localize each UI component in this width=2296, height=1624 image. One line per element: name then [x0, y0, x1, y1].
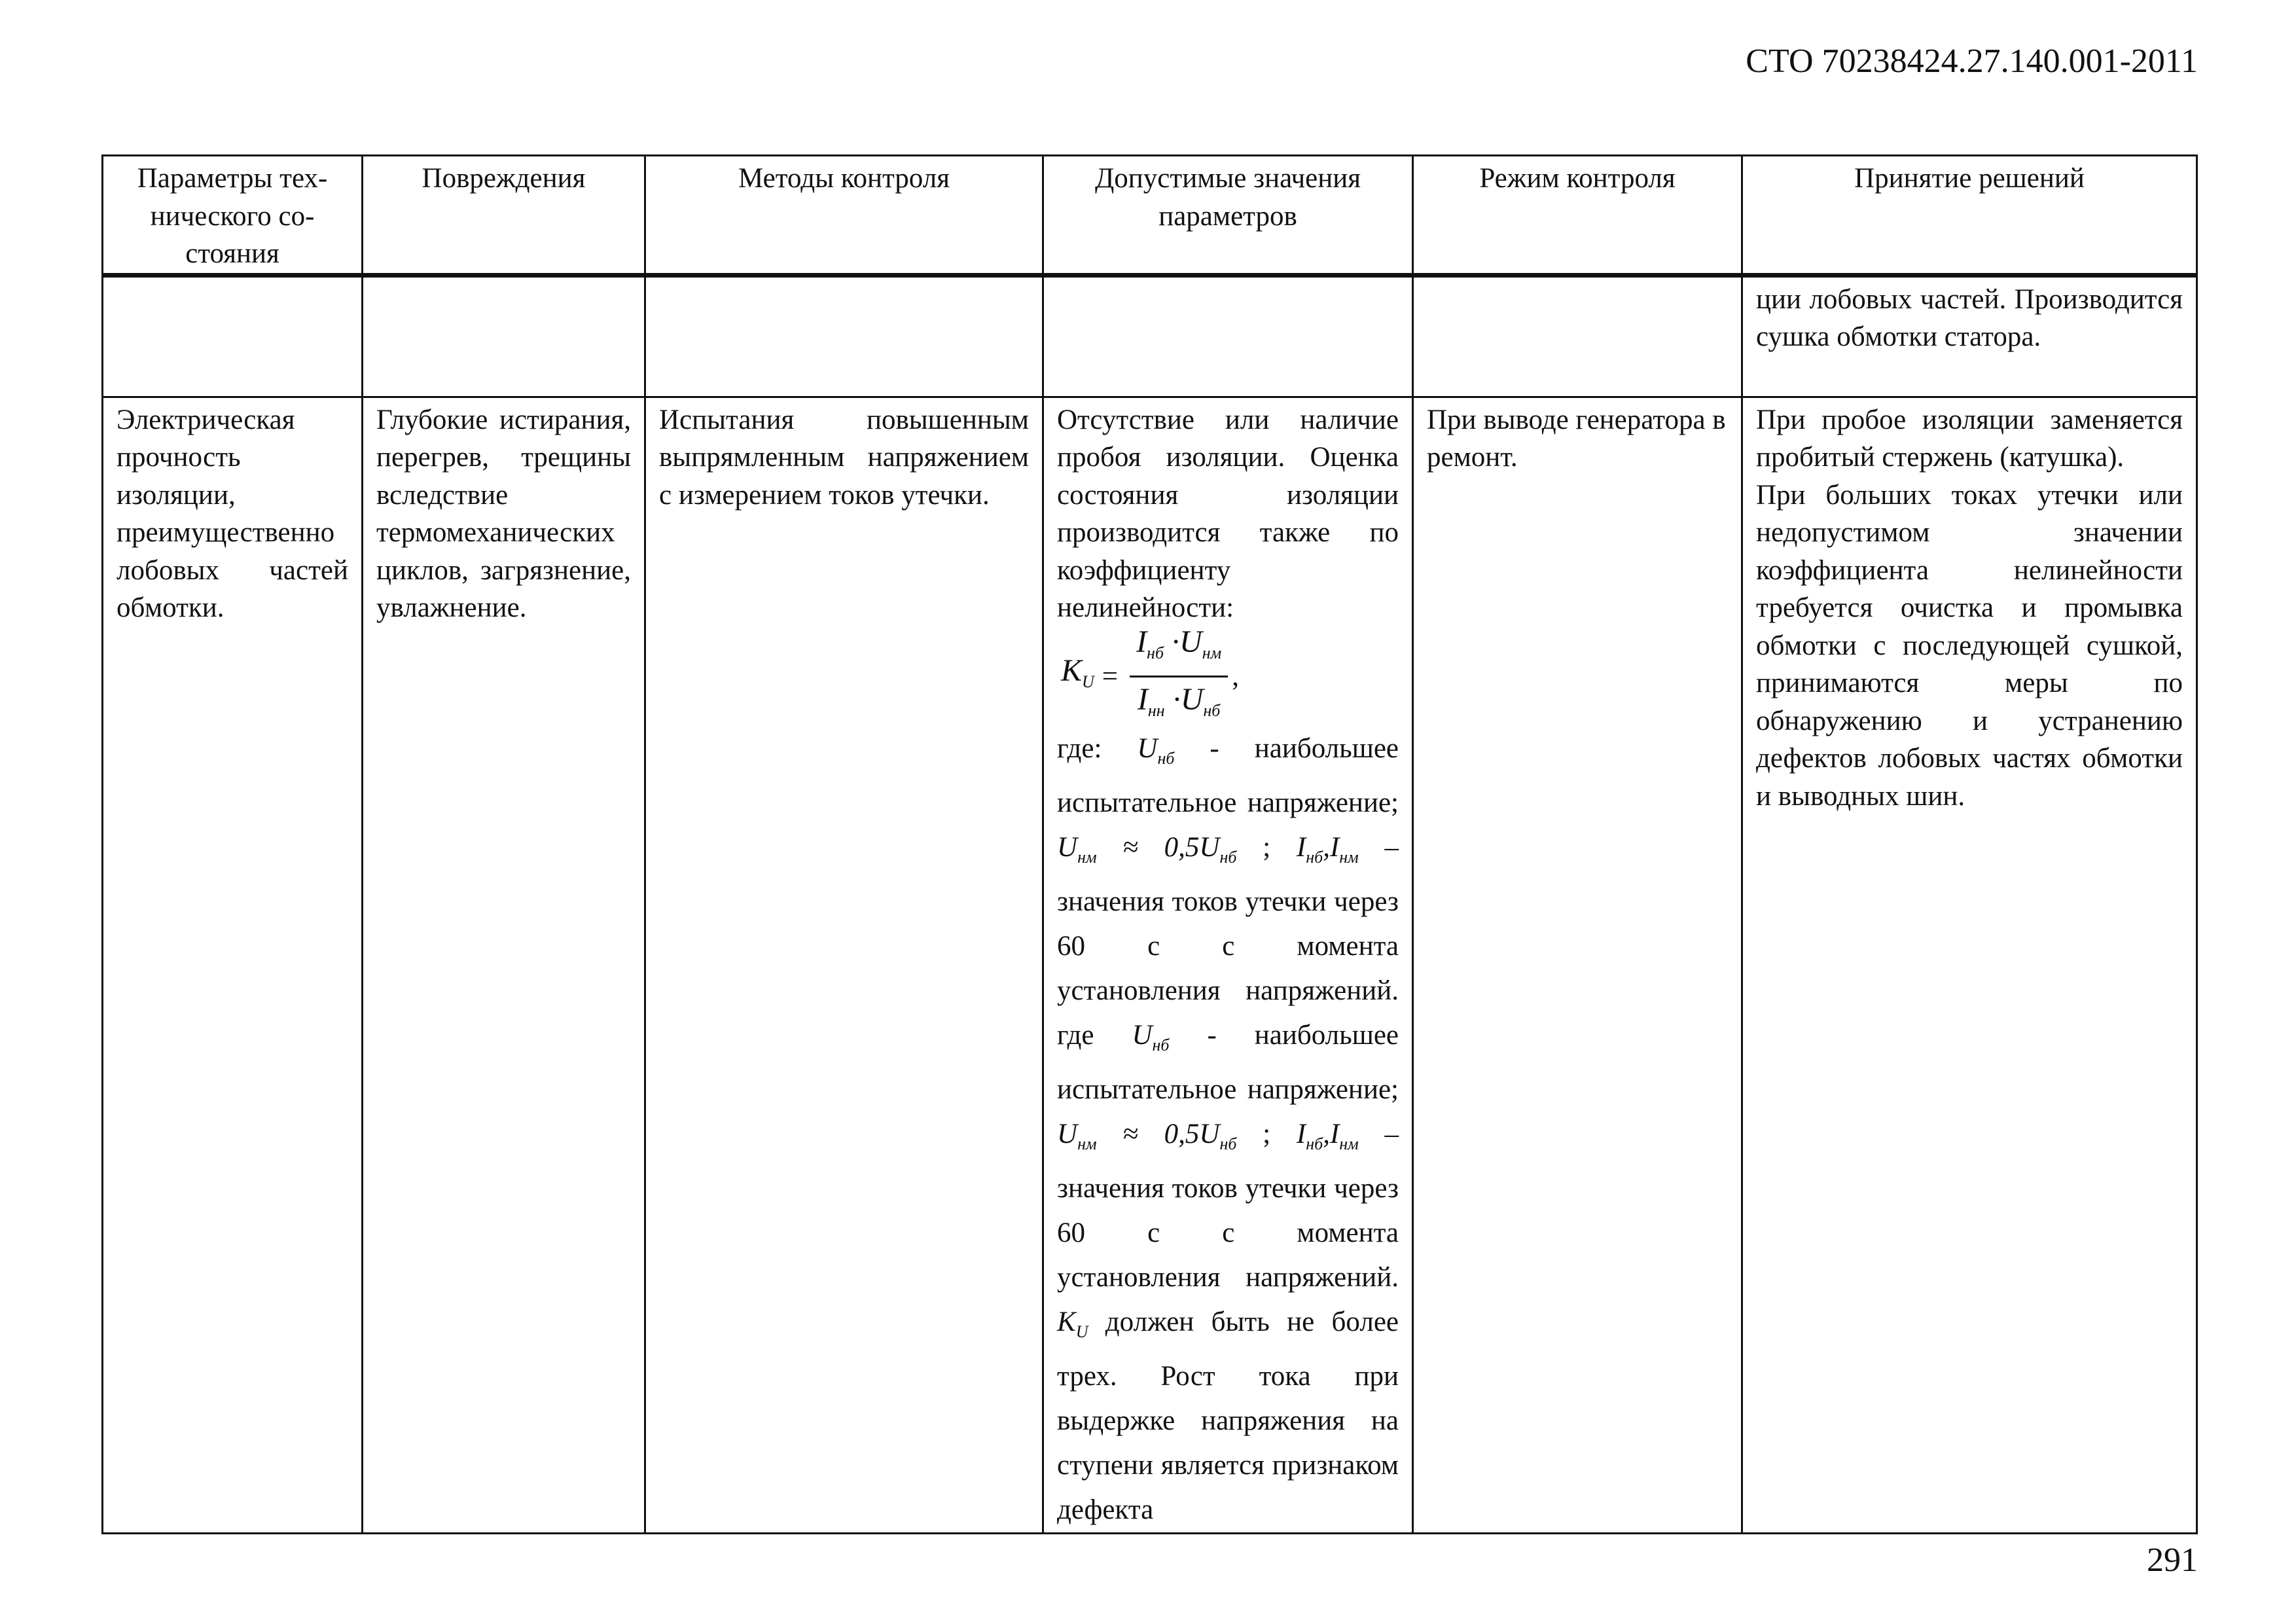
document-code: СТО 70238424.27.140.001-2011: [1746, 43, 2198, 80]
damage-cell: Глубокие истирания, перегрев, трещины вследствие термомеханических циклов, загрязнение, увлажнение.: [363, 397, 645, 1533]
decision-cell: [1742, 397, 2197, 1533]
allowed-description: где: $U_{нб}$ - наибольшее испытательное напряжение; $U_{нм} \approx 0,5U_{нб}$ ; $I_{нб},I_{нм}$ – значения токов утечки через 60 с с момента установления напряжений. где $U_{нб}$ - наибольшее испытательное напряжение; $U_{нм} \approx 0,5U_{нб}$ ; $I_{нб},I_{нм}$ – значения токов утечки через 60 с с момента установления напряжений. $K_U$ должен быть не более трех. Рост тока при выдержке напряжения на ступени является признаком дефекта: [1057, 732, 1399, 1525]
decision-paragraph-1: При пробое изоляции заменяется пробитый стержень (катушка).: [1756, 404, 2183, 473]
table-row: [103, 275, 2197, 397]
page-number: 291: [2147, 1542, 2198, 1579]
allowed-values-cell: [1043, 397, 1413, 1533]
parameters-table: [101, 154, 2198, 1534]
allowed-intro: Отсутствие или наличие пробоя изоляции. Оценка состояния изоляции производится также по коэффициенту нелинейности:: [1057, 404, 1399, 623]
decision-cell: ции лобовых частей. Производится сушка обмотки статора.: [1742, 275, 2197, 397]
column-header-mode: Режим контроля: [1413, 156, 1742, 276]
column-header-damage: Повреждения: [363, 156, 645, 276]
column-header-parameters: Параметры тех- нического со- стояния: [103, 156, 363, 276]
table-row: [103, 397, 2197, 1533]
method-cell: Испытания повышенным выпрямленным напряжением с измерением токов утечки.: [645, 397, 1043, 1533]
nonlinearity-formula: $K_U$ = $\frac{I_{нб} \cdot U_{нм}}{I_{нн} \cdot U_{нб}}$ ,: [1057, 627, 1399, 727]
parameter-cell: Электрическая прочность изоляции, преимущественно лобовых частей обмотки.: [103, 397, 363, 1533]
column-header-decisions: Принятие решений: [1742, 156, 2197, 276]
column-header-methods: Методы контроля: [645, 156, 1043, 276]
table-header-row: [103, 156, 2197, 276]
mode-cell: При выводе генератора в ремонт.: [1413, 397, 1742, 1533]
decision-paragraph-2: При больших токах утечки или недопустимом значении коэффициента нелинейности требуется очистка и промывка обмотки с последующей сушкой, принимаются меры по обнаружению и устранению дефектов лобовых частях обмотки и выводных шин.: [1756, 479, 2183, 812]
column-header-allowed-values: Допустимые значения параметров: [1043, 156, 1413, 276]
